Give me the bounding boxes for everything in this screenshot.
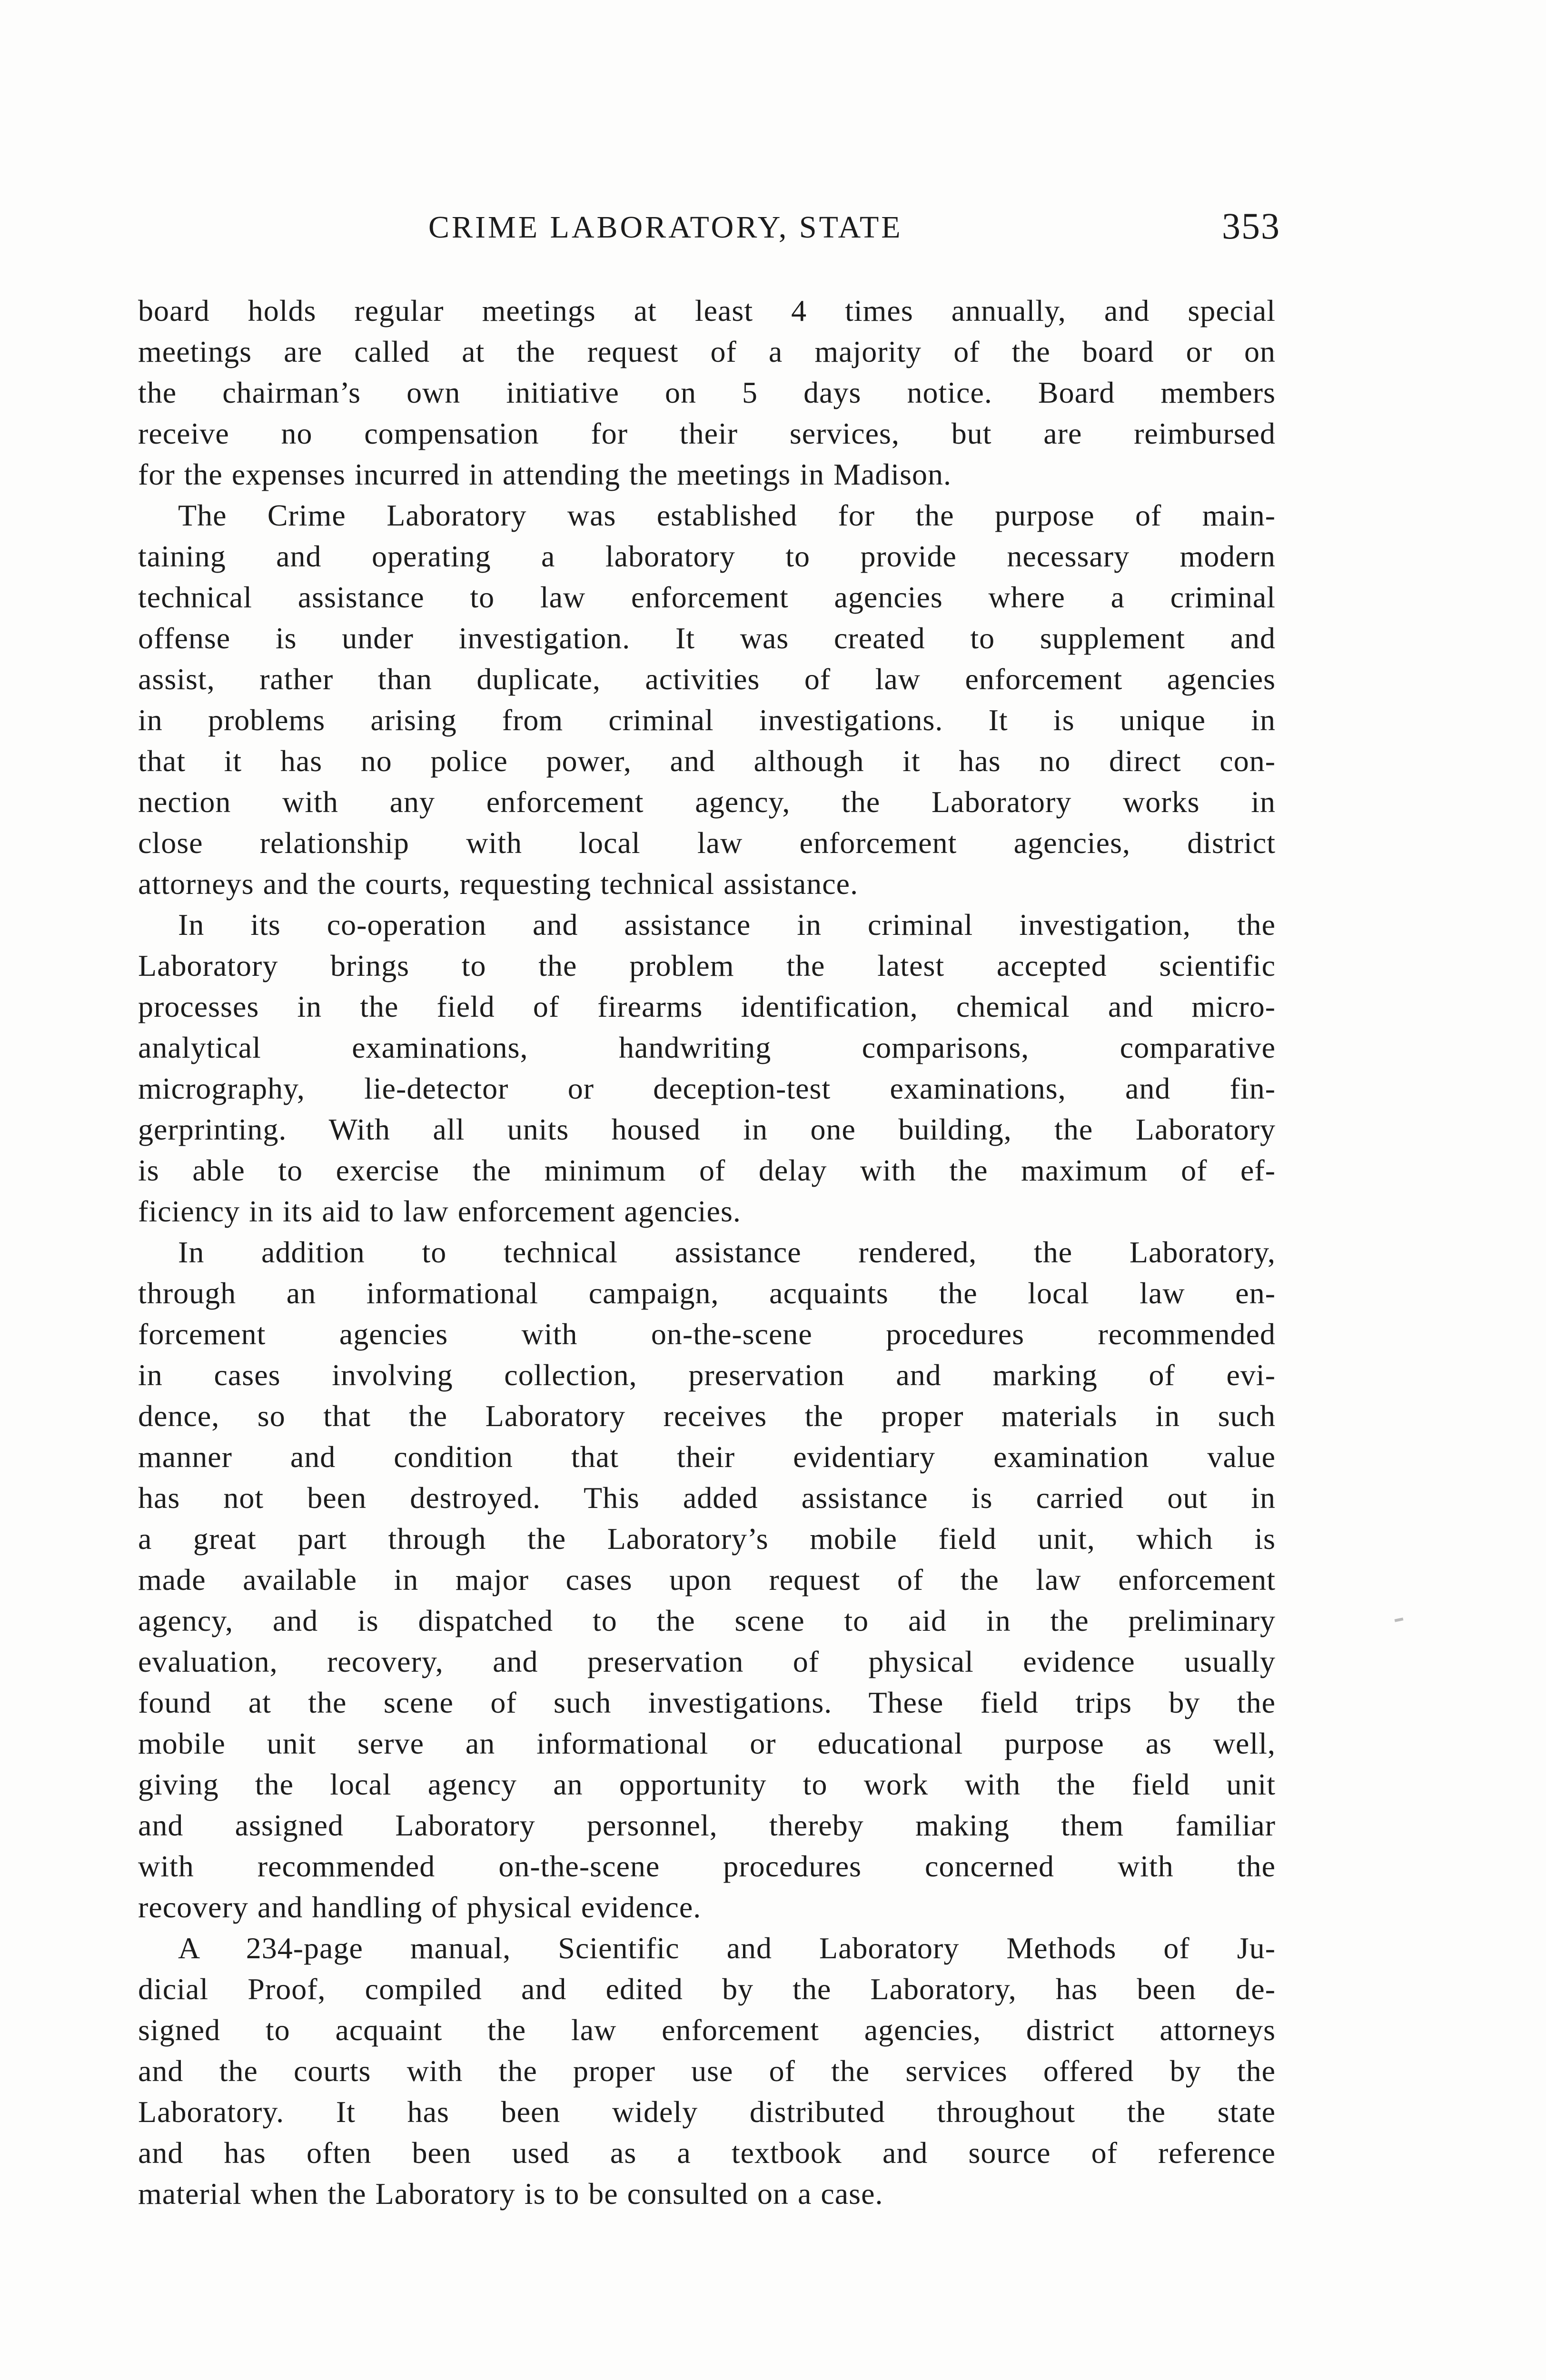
text-line: and the courts with the proper use of the services offered by the <box>138 2054 1276 2088</box>
text-line: attorneys and the courts, requesting technical assistance. <box>138 867 859 901</box>
text-line: through an informational campaign, acquaints the local law en- <box>138 1276 1276 1310</box>
paragraph-manual <box>138 1928 1276 2214</box>
text-line: in problems arising from criminal investigations. It is unique in <box>138 703 1276 737</box>
page-number: 353 <box>1222 205 1280 247</box>
text-line: is able to exercise the minimum of delay with the maximum of ef- <box>138 1153 1276 1187</box>
text-line: micrography, lie-detector or deception-test examinations, and fin- <box>138 1071 1276 1105</box>
text-line: In addition to technical assistance rendered, the Laboratory, <box>178 1235 1276 1269</box>
text-line: taining and operating a laboratory to provide necessary modern <box>138 539 1276 573</box>
text-line: processes in the field of firearms identification, chemical and micro- <box>138 990 1276 1023</box>
text-line: and has often been used as a textbook and source of reference <box>138 2136 1276 2170</box>
text-line: the chairman’s own initiative on 5 days notice. Board members <box>138 376 1276 409</box>
text-line: recovery and handling of physical evidence. <box>138 1890 702 1924</box>
text-line: close relationship with local law enforcement agencies, district <box>138 826 1276 860</box>
paragraph-board-meetings <box>138 290 1276 495</box>
text-line: Laboratory brings to the problem the latest accepted scientific <box>138 949 1276 982</box>
text-line: signed to acquaint the law enforcement agencies, district attorneys <box>138 2013 1276 2047</box>
paragraph-informational-campaign <box>138 1232 1276 1928</box>
text-line: forcement agencies with on-the-scene procedures recommended <box>138 1317 1276 1351</box>
text-line: has not been destroyed. This added assistance is carried out in <box>138 1481 1276 1515</box>
text-line: analytical examinations, handwriting comparisons, comparative <box>138 1031 1276 1064</box>
text-line: material when the Laboratory is to be consulted on a case. <box>138 2177 883 2211</box>
text-line: ficiency in its aid to law enforcement agencies. <box>138 1194 741 1228</box>
text-line: assist, rather than duplicate, activities of law enforcement agencies <box>138 662 1276 696</box>
body-text <box>138 290 1276 2214</box>
text-line: and assigned Laboratory personnel, thereby making them familiar <box>138 1808 1276 1842</box>
text-line: Laboratory. It has been widely distributed throughout the state <box>138 2095 1276 2129</box>
text-line: agency, and is dispatched to the scene to aid in the preliminary <box>138 1604 1276 1637</box>
text-line: made available in major cases upon request of the law enforcement <box>138 1563 1276 1597</box>
text-line: dicial Proof, compiled and edited by the Laboratory, has been de- <box>138 1972 1276 2006</box>
text-line: that it has no police power, and although it has no direct con- <box>138 744 1276 778</box>
text-line: receive no compensation for their services, but are reimbursed <box>138 416 1276 450</box>
paragraph-cooperation <box>138 904 1276 1232</box>
paragraph-establishment <box>138 495 1276 904</box>
text-line: board holds regular meetings at least 4 times annually, and special <box>138 294 1276 327</box>
text-line: In its co-operation and assistance in criminal investigation, the <box>178 908 1276 942</box>
text-line: The Crime Laboratory was established for the purpose of main- <box>178 498 1276 532</box>
text-line: giving the local agency an opportunity to work with the field unit <box>138 1767 1276 1801</box>
margin-mark <box>1395 1617 1404 1622</box>
text-line: mobile unit serve an informational or educational purpose as well, <box>138 1726 1276 1760</box>
text-line: evaluation, recovery, and preservation of physical evidence usually <box>138 1645 1276 1678</box>
text-line: gerprinting. With all units housed in one building, the Laboratory <box>138 1112 1276 1146</box>
text-line: technical assistance to law enforcement agencies where a criminal <box>138 580 1276 614</box>
running-title: CRIME LABORATORY, STATE <box>428 210 903 245</box>
text-line: nection with any enforcement agency, the Laboratory works in <box>138 785 1276 819</box>
text-line: A 234-page manual, Scientific and Laboratory Methods of Ju- <box>178 1931 1276 1965</box>
text-line: dence, so that the Laboratory receives the proper materials in such <box>138 1399 1276 1433</box>
text-line: in cases involving collection, preservation and marking of evi- <box>138 1358 1276 1392</box>
text-line: with recommended on-the-scene procedures concerned with the <box>138 1849 1276 1883</box>
text-line: manner and condition that their evidentiary examination value <box>138 1440 1276 1474</box>
text-line: found at the scene of such investigations. These field trips by the <box>138 1686 1276 1719</box>
text-line: for the expenses incurred in attending the meetings in Madison. <box>138 457 952 491</box>
text-line: meetings are called at the request of a majority of the board or on <box>138 335 1276 368</box>
text-line: a great part through the Laboratory’s mobile field unit, which is <box>138 1522 1276 1556</box>
running-head <box>138 205 1280 257</box>
text-line: offense is under investigation. It was created to supplement and <box>138 621 1276 655</box>
